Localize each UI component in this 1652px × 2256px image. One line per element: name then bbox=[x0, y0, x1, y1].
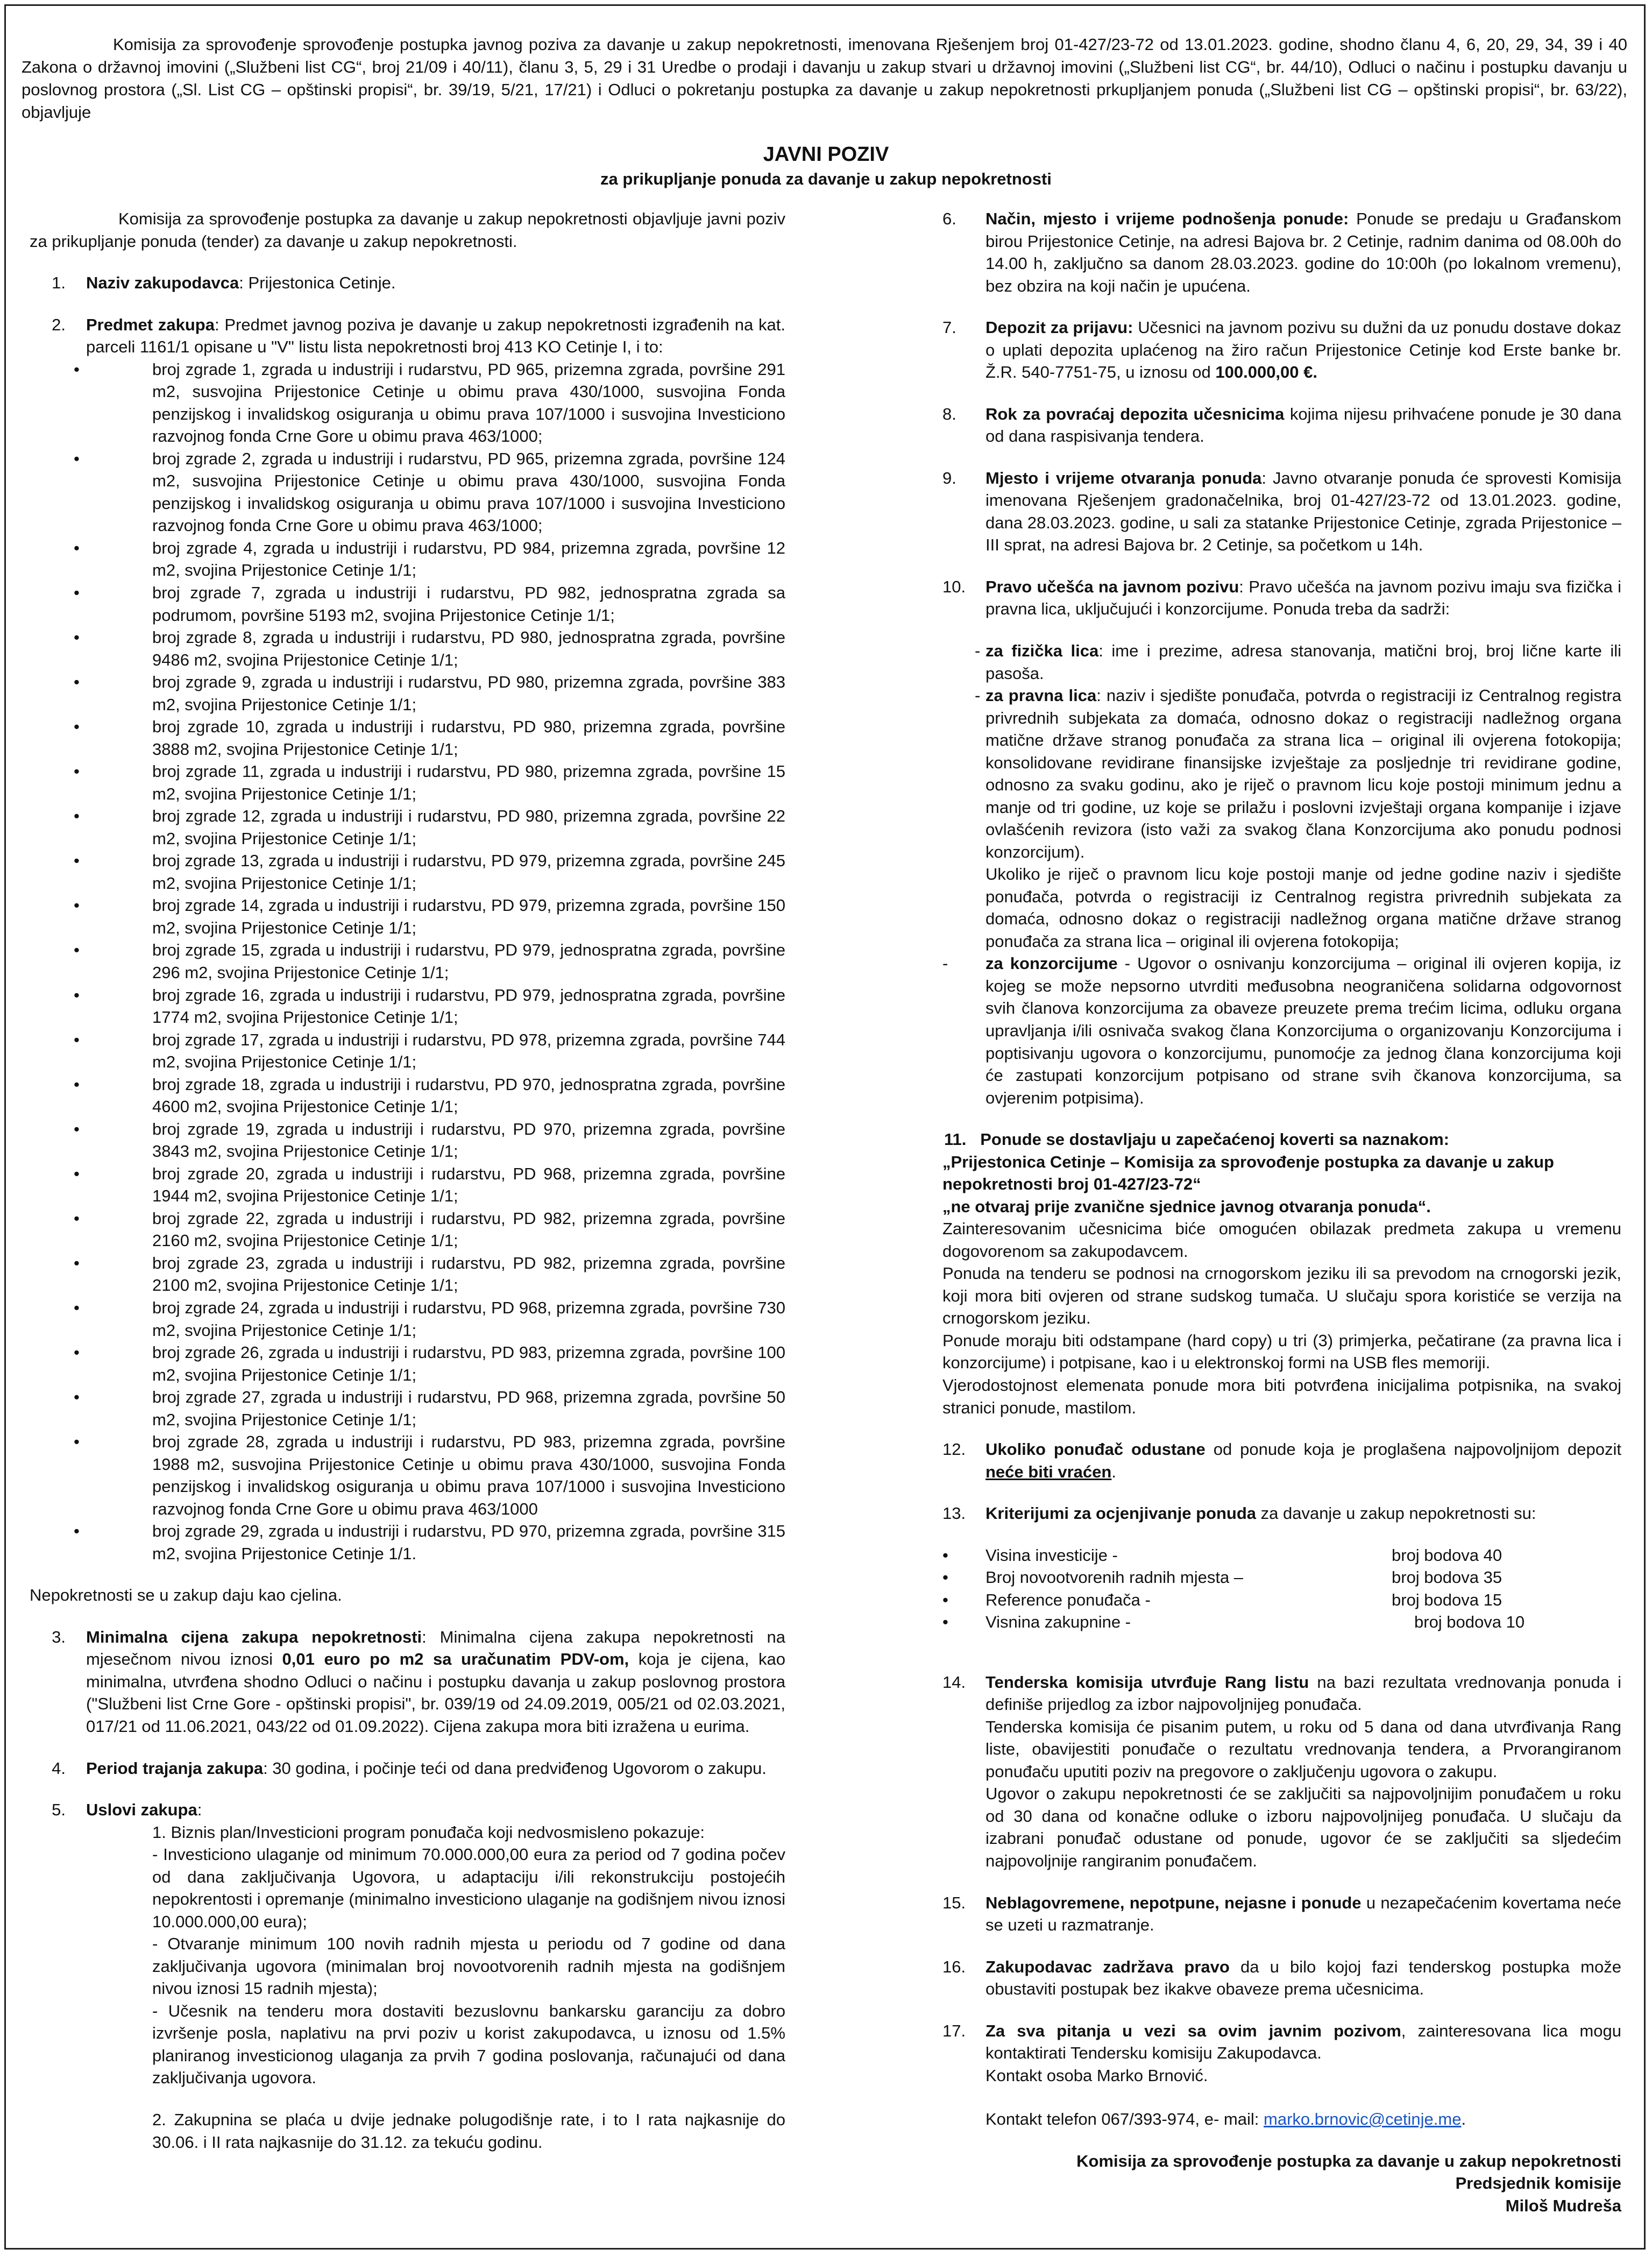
building-item bbox=[30, 582, 785, 626]
item-17: 17. Za sva pitanja u vezi sa ovim javnim pozivom, zainteresovana lica mogu kontaktirati Tendersku komisiju Zakupodavca. Kontakt osoba Marko Brnović. bbox=[942, 2021, 1621, 2085]
building-item bbox=[30, 448, 785, 537]
lease-conditions bbox=[30, 1821, 785, 2153]
building-text: broj zgrade 9, zgrada u industriji i rudarstvu, PD 980, prizemna zgrada, površine 383 m2, svojina Prijestonice Cetinje 1/1; bbox=[152, 673, 785, 714]
building-text: broj zgrade 17, zgrada u industriji i rudarstvu, PD 978, prizemna zgrada, površine 744 m2, svojina Prijestonice Cetinje 1/1; bbox=[152, 1030, 785, 1072]
building-item bbox=[30, 939, 785, 984]
criterion-item bbox=[942, 1566, 1621, 1589]
criterion-label: Reference ponuđača - bbox=[985, 1590, 1151, 1609]
item-14: 14. Tenderska komisija utvrđuje Rang listu na bazi rezultata vrednovanja ponuda i definiše prijedlog za izbor najpovoljnijeg ponuđača. Tenderska komisija će pisanim putem, u roku od 5 dana od dana utvrđivanja Rang liste, obavijestiti ponuđače o rezultatu vrednovanja tendera, a Prvorangiranom ponuđaču uputiti poziv na pregovore o zaključenju ugovora o zakupu. Ugovor o zakupu nepokretnosti će se zaključiti sa najpovoljnijim ponuđačem u roku od 30 dana od konačne odluke o izboru najpovoljnijeg ponuđača. U slučaju da izabrani ponuđač odustane od ponude, ugovor će se zaključiti sa sljedećim najpovoljnije rangiranim ponuđačem. bbox=[942, 1672, 1621, 1870]
bullet-icon: • bbox=[74, 1119, 80, 1138]
condition-line: - Otvaranje minimum 100 novih radnih mjesta u periodu od 7 godine od dana zaključivanja ugovora (minimalan broj novootvorenih radnih mjesta na godišnjem nivou iznosi 15 radnih mjesta); bbox=[152, 1934, 785, 1998]
building-text: broj zgrade 27, zgrada u industriji i rudarstvu, PD 968, prizemna zgrada, površine 50 m2, svojina Prijestonice Cetinje 1/1; bbox=[152, 1388, 785, 1429]
criterion-label: Visina investicije - bbox=[985, 1545, 1118, 1565]
building-item bbox=[30, 1073, 785, 1118]
building-item bbox=[30, 1029, 785, 1073]
physical-persons: - za fizička lica: ime i prezime, adresa stanovanja, matični broj, broj lične karte ili pasoša. bbox=[975, 641, 1621, 683]
contact-line: Kontakt telefon 067/393-974, e- mail: marko.brnovic@cetinje.me. bbox=[985, 2110, 1466, 2129]
building-item bbox=[30, 760, 785, 805]
bullet-icon: • bbox=[74, 1522, 80, 1541]
legal-persons: - za pravna lica: naziv i sjedište ponuđača, potvrda o registraciji iz Centralnog registra privrednih subjekata za domaća, odnosno dokaz o registraciji nadležnog organa matične države stranog ponuđača za strana lica – original ili ovjerena fotokopija; konsolidovane revidirane finansijske izvještaje za posljednje tri revidirane godine, odnosno za svaku godinu, ako je riječ o pravnom licu koje postoji minimum jednu a manje od tri godine, uz koje se prilažu i poslovni izvještaji organa kompanije i izjave ovlašćenih revizora (isto važi za svakog člana Konzorcijuma ako ponudu podnosi konzorcijum). Ukoliko je riječ o pravnom licu koje postoji manje od jedne godine naziv i sjedište ponuđača, potvrda o registraciji iz Centralnog registra privrednih subjekata za domaća, odnosno dokaz o registraciji nadležnog organa matične države stranog ponuđača za strana lica – original ili ovjerena fotokopija; bbox=[975, 686, 1621, 951]
bullet-icon: • bbox=[942, 1568, 948, 1587]
criterion-points: broj bodova 35 bbox=[1392, 1568, 1502, 1587]
bullet-icon: • bbox=[74, 1164, 80, 1183]
building-text: broj zgrade 12, zgrada u industriji i rudarstvu, PD 980, prizemna zgrada, površine 22 m2, svojina Prijestonice Cetinje 1/1; bbox=[152, 807, 785, 848]
building-text: broj zgrade 16, zgrada u industriji i rudarstvu, PD 979, jednospratna zgrada, površine 1774 m2, svojina Prijestonice Cetinje 1/1; bbox=[152, 985, 785, 1027]
item-1: 1. Naziv zakupodavca: Prijestonica Cetinje. bbox=[52, 273, 396, 293]
item-9: 9. Mjesto i vrijeme otvaranja ponuda: Javno otvaranje ponuda će sprovesti Komisija imenovana Rješenjem gradonačelnika, broj 01-427/23-72 od 13.01.2023. godine, dana 28.03.2023. godine, u sali za statanke Prijestonice Cetinje, zgrada Prijestonice – III sprat, na adresi Bajova br. 2 Cetinje, sa početkom u 14h. bbox=[942, 468, 1621, 555]
building-item bbox=[30, 671, 785, 716]
item-4: 4. Period trajanja zakupa: 30 godina, i počinje teći od dana predviđenog Ugovorom o zakupu. bbox=[52, 1758, 767, 1778]
bullet-icon: • bbox=[74, 449, 80, 468]
item-13: 13. Kriterijumi za ocjenjivanje ponuda za davanje u zakup nepokretnosti su: bbox=[942, 1504, 1536, 1523]
bullet-icon: • bbox=[74, 538, 80, 557]
criterion-points: broj bodova 15 bbox=[1392, 1590, 1502, 1609]
bullet-icon: • bbox=[74, 940, 80, 960]
building-text: broj zgrade 24, zgrada u industriji i rudarstvu, PD 968, prizemna zgrada, površine 730 m2, svojina Prijestonice Cetinje 1/1; bbox=[152, 1298, 785, 1340]
email-link[interactable]: marko.brnovic@cetinje.me bbox=[1264, 2110, 1462, 2129]
bullet-icon: • bbox=[74, 1074, 80, 1094]
bullet-icon: • bbox=[74, 851, 80, 871]
building-text: broj zgrade 1, zgrada u industriji i rudarstvu, PD 965, prizemna zgrada, površine 291 m2, susvojina Prijestonice Cetinje u obimu prava 430/1000, susvojina Fonda penzijskog i invalidskog osiguranja u obimu prava 107/1000 i susvojina Investiciono razvojnog fonda Crne Gore u obimu prava 463/1000; bbox=[152, 359, 785, 446]
item-2: 2. Predmet zakupa: Predmet javnog poziva je davanje u zakup nepokretnosti izgrađenih na kat. parceli 1161/1 opisane u "V" listu lista nepokretnosti broj 413 KO Cetinje I, i to: bbox=[52, 315, 785, 357]
building-text: broj zgrade 20, zgrada u industriji i rudarstvu, PD 968, prizemna zgrada, površine 1944 m2, svojina Prijestonice Cetinje 1/1; bbox=[152, 1164, 785, 1206]
building-item bbox=[30, 1431, 785, 1520]
page-title: JAVNI POZIV bbox=[763, 143, 889, 166]
item-5: 5. Uslovi zakupa: bbox=[52, 1800, 202, 1820]
bullet-icon: • bbox=[74, 359, 80, 379]
bullet-icon: • bbox=[74, 807, 80, 826]
criterion-points: broj bodova 40 bbox=[1392, 1545, 1502, 1565]
bullet-icon: • bbox=[942, 1590, 948, 1609]
item-16: 16. Zakupodavac zadržava pravo da u bilo kojoj fazi tenderskog postupka može obustaviti postupak bez ikakve obaveze prema učesnicima. bbox=[942, 1957, 1621, 1999]
building-text: broj zgrade 29, zgrada u industriji i rudarstvu, PD 970, prizemna zgrada, površine 315 m2, svojina Prijestonice Cetinje 1/1. bbox=[152, 1522, 785, 1563]
building-item bbox=[30, 894, 785, 939]
criterion-points: broj bodova 10 bbox=[1414, 1613, 1525, 1632]
building-item bbox=[30, 1520, 785, 1565]
building-text: broj zgrade 4, zgrada u industriji i rudarstvu, PD 984, prizemna zgrada, površine 12 m2, svojina Prijestonice Cetinje 1/1; bbox=[152, 538, 785, 580]
criterion-label: Broj novootvorenih radnih mjesta – bbox=[985, 1568, 1244, 1587]
item-3: 3. Minimalna cijena zakupa nepokretnosti: Minimalna cijena zakupa nepokretnosti na mjesečnom nivou iznosi 0,01 euro po m2 sa uračunatim PDV-om, koja je cijena, kao minimalna, utvrđena shodno Odluci o načinu i postupku davanja u zakup poslovnog prostora ("Službeni list Crne Gore - opštinski propisi", br. 039/19 od 24.09.2019, 005/21 od 02.03.2021, 017/21 od 11.06.2021, 043/22 od 01.09.2022). Cijena zakupa mora biti izražena u eurima. bbox=[52, 1627, 785, 1736]
bullet-icon: • bbox=[74, 583, 80, 602]
building-item bbox=[30, 1297, 785, 1341]
building-text: broj zgrade 8, zgrada u industriji i rudarstvu, PD 980, jednospratna zgrada, površine 9486 m2, svojina Prijestonice Cetinje 1/1; bbox=[152, 628, 785, 669]
bullet-icon: • bbox=[74, 1298, 80, 1317]
page-subtitle: za prikupljanje ponuda za davanje u zakup nepokretnosti bbox=[600, 169, 1052, 188]
building-text: broj zgrade 10, zgrada u industriji i rudarstvu, PD 980, prizemna zgrada, površine 3888 m2, svojina Prijestonice Cetinje 1/1; bbox=[152, 717, 785, 759]
bullet-icon: • bbox=[74, 717, 80, 737]
criteria-list bbox=[942, 1544, 1621, 1633]
right-column bbox=[942, 208, 1621, 2217]
building-text: broj zgrade 15, zgrada u industriji i rudarstvu, PD 979, jednospratna zgrada, površine 296 m2, svojina Prijestonice Cetinje 1/1; bbox=[152, 940, 785, 982]
building-list bbox=[30, 358, 785, 1565]
bullet-icon: • bbox=[74, 985, 80, 1005]
condition-line: - Učesnik na tenderu mora dostaviti bezuslovnu bankarsku garanciju za dobro izvršenje posla, naplativu na prvi poziv u korist zakupodavca, u iznosu od 1.5% planiranog investicionog ulaganja za prvih 7 godina poslovanja, računajući od dana zaključivanja ugovora. bbox=[152, 2001, 785, 2088]
building-item bbox=[30, 1341, 785, 1386]
criterion-item bbox=[942, 1544, 1621, 1567]
building-text: broj zgrade 11, zgrada u industriji i rudarstvu, PD 980, prizemna zgrada, površine 15 m2, svojina Prijestonice Cetinje 1/1; bbox=[152, 762, 785, 803]
bullet-icon: • bbox=[74, 1388, 80, 1407]
whole-lease-note: Nepokretnosti se u zakup daju kao cjelina. bbox=[30, 1586, 342, 1605]
building-text: broj zgrade 18, zgrada u industriji i rudarstvu, PD 970, jednospratna zgrada, površine 4600 m2, svojina Prijestonice Cetinje 1/1; bbox=[152, 1074, 785, 1116]
condition-line: - Investiciono ulaganje od minimum 70.000.000,00 eura za period od 7 godina počev od dana zaključivanja Ugovora, u adaptaciju i/ili rekonstrukciju postojećih nepokrentosti i opremanje (minimalno investiciono ulaganje na godišnjem nivou iznosi 10.000.000,00 eura); bbox=[152, 1845, 785, 1931]
building-text: broj zgrade 13, zgrada u industriji i rudarstvu, PD 979, prizemna zgrada, površine 245 m2, svojina Prijestonice Cetinje 1/1; bbox=[152, 851, 785, 893]
building-item bbox=[30, 716, 785, 760]
item-6: 6. Način, mjesto i vrijeme podnošenja ponude: Ponude se predaju u Građanskom birou Prijestonice Cetinje, na adresi Bajova br. 2 Cetinje, radnim danima od 08.00h do 14.00 h, zaključno sa danom 28.03.2023. godine do 10:00h (po lokalnom vremenu), bez obzira na koji način je upućena. bbox=[942, 209, 1621, 295]
bullet-icon: • bbox=[74, 1253, 80, 1272]
consortiums: - za konzorcijume - Ugovor o osnivanju konzorcijuma – original ili ovjeren kopija, iz kojeg se može nepsorno utvrditi međusobna neograničena solidarna odgovornost svih članova konzorcijuma za obaveze preuzete prema trećim licima, odluku organa upravljanja i/ili osnivača svakog člana Konzorcijuma o organizovanju Konzorcijuma i poptisivanju ugovora o konzorcijumu, punomoćje za jednog člana konzorcijuma koji će zastupati konzorcijum potpisano od strane svih čkanova konzorcijuma, sa ovjerenim potpisima). bbox=[942, 954, 1621, 1107]
building-text: broj zgrade 2, zgrada u industriji i rudarstvu, PD 965, prizemna zgrada, površine 124 m2, susvojina Prijestonice Cetinje u obimu prava 430/1000, susvojina Fonda penzijskog i invalidskog osiguranja u obimu prava 107/1000 i susvojina Investiciono razvojnog fonda Crne Gore u obimu prava 463/1000; bbox=[152, 449, 785, 535]
opening-paragraph: Komisija za sprovođenje postupka za davanje u zakup nepokretnosti objavljuje javni poziv za prikupljanje ponuda (tender) za davanje u zakup nepokretnosti. bbox=[30, 209, 785, 251]
building-item bbox=[30, 1207, 785, 1252]
item-10: 10. Pravo učešća na javnom pozivu: Pravo učešća na javnom pozivu imaju sva fizička i pravna lica, uključujući i konzorcijume. Ponuda treba da sadrži: bbox=[942, 577, 1621, 619]
building-text: broj zgrade 26, zgrada u industriji i rudarstvu, PD 983, prizemna zgrada, površine 100 m2, svojina Prijestonice Cetinje 1/1; bbox=[152, 1343, 785, 1384]
bullet-icon: • bbox=[74, 1030, 80, 1049]
bullet-icon: • bbox=[74, 1343, 80, 1362]
building-item bbox=[30, 537, 785, 582]
item-15: 15. Neblagovremene, nepotpune, nejasne i ponude u nezapečaćenim kovertama neće se uzeti u razmatranje. bbox=[942, 1893, 1621, 1935]
criterion-label: Visnina zakupnine - bbox=[985, 1613, 1131, 1632]
bullet-icon: • bbox=[74, 1208, 80, 1228]
criterion-item bbox=[942, 1589, 1621, 1611]
building-text: broj zgrade 28, zgrada u industriji i rudarstvu, PD 983, prizemna zgrada, površine 1988 m2, susvojina Prijestonice Cetinje u obimu prava 430/1000, susvojina Fonda penzijskog i invalidskog osiguranja u obimu prava 107/1000 i susvojina Investiciono razvojnog fonda Crne Gore u obimu prava 463/1000 bbox=[152, 1432, 785, 1518]
building-text: broj zgrade 14, zgrada u industriji i rudarstvu, PD 979, prizemna zgrada, površine 150 m2, svojina Prijestonice Cetinje 1/1; bbox=[152, 896, 785, 937]
building-item bbox=[30, 1386, 785, 1431]
building-text: broj zgrade 19, zgrada u industriji i rudarstvu, PD 970, prizemna zgrada, površine 3843 m2, svojina Prijestonice Cetinje 1/1; bbox=[152, 1119, 785, 1161]
building-item bbox=[30, 984, 785, 1029]
bullet-icon: • bbox=[942, 1613, 948, 1632]
building-item bbox=[30, 1163, 785, 1207]
building-item bbox=[30, 626, 785, 671]
intro-paragraph: Komisija za sprovođenje sprovođenje postupka javnog poziva za davanje u zakup nepokretnosti, imenovana Rješenjem broj 01-427/23-72 od 13.01.2023. godine, shodno članu 4, 6, 20, 29, 34, 39 i 40 Zakona o državnoj imovini („Službeni list CG“, broj 21/09 i 40/11), članu 3, 5, 29 i 31 Uredbe o prodaji i davanju u zakup stvari u državnoj imovini („Službeni list CG“, br. 44/10), Odluci o načinu i postupku davanju u poslovnog prostora („Sl. List CG – opštinski propisi“, br. 39/19, 5/21, 17/21) i Odluci o pokretanju postupka za davanje u zakup nepokretnosti prkupljanjem ponuda („Službeni list CG – opštinski propisi“, br. 63/22), objavljuje bbox=[22, 35, 1627, 122]
bullet-icon: • bbox=[942, 1545, 948, 1565]
building-item bbox=[30, 805, 785, 850]
signature-block: Komisija za sprovođenje postupka za davanje u zakup nepokretnosti Predsjednik komisije Miloš Mudreša bbox=[1076, 2151, 1621, 2215]
left-column bbox=[30, 208, 785, 2153]
building-text: broj zgrade 22, zgrada u industriji i rudarstvu, PD 982, prizemna zgrada, površine 2160 m2, svojina Prijestonice Cetinje 1/1; bbox=[152, 1208, 785, 1250]
item-8: 8. Rok za povraćaj depozita učesnicima kojima nijesu prihvaćene ponude je 30 dana od dana raspisivanja tendera. bbox=[942, 404, 1622, 446]
criterion-item bbox=[942, 1611, 1621, 1633]
building-item bbox=[30, 1252, 785, 1297]
item-7: 7. Depozit za prijavu: Učesnici na javnom pozivu su dužni da uz ponudu dostave dokaz o uplati depozita uplaćenog na žiro račun Prijestonice Cetinje kod Erste banke br. Ž.R. 540-7751-75, u iznosu od 100.000,00 €. bbox=[942, 318, 1621, 382]
bullet-icon: • bbox=[74, 896, 80, 915]
bullet-icon: • bbox=[74, 762, 80, 781]
building-item bbox=[30, 1118, 785, 1163]
building-text: broj zgrade 7, zgrada u industriji i rudarstvu, PD 982, jednospratna zgrada sa podrumom, površine 5193 m2, svojina Prijestonice Cetinje 1/1; bbox=[152, 583, 785, 625]
building-text: broj zgrade 23, zgrada u industriji i rudarstvu, PD 982, prizemna zgrada, površine 2100 m2, svojina Prijestonice Cetinje 1/1; bbox=[152, 1253, 785, 1295]
payment-terms: 2. Zakupnina se plaća u dvije jednake polugodišnje rate, i to I rata najkasnije do 30.06. i II rata najkasnije do 31.12. za tekuću godinu. bbox=[152, 2110, 785, 2152]
item-12: 12. Ukoliko ponuđač odustane od ponude koja je proglašena najpovoljnijom depozit neće biti vraćen. bbox=[942, 1440, 1621, 1481]
bullet-icon: • bbox=[74, 628, 80, 647]
bullet-icon: • bbox=[74, 673, 80, 692]
building-item bbox=[30, 358, 785, 448]
bullet-icon: • bbox=[74, 1432, 80, 1452]
item-11: 11. Ponude se dostavljaju u zapečaćenoj koverti sa naznakom: „Prijestonica Cetinje – Komisija za sprovođenje postupka za davanje u zakup nepokretnosti broj 01-427/23-72“ „ne otvaraj prije zvanične sjednice javnog otvaranja ponuda“. Zainteresovanim učesnicima biće omogućen obilazak predmeta zakupa u vremenu dogovorenom sa zakupodavcem. Ponuda na tenderu se podnosi na crnogorskom jeziku ili sa prevodom na crnogorski jezik, koji mora biti ovjeren od strane sudskog tumača. U slučaju spora koristiće se verzija na crnogorskom jeziku. Ponude moraju biti odstampane (hard copy) u tri (3) primjerka, pečatirane (za pravna lica i konzorcijume) i potpisane, kao i u elektronskoj formi na USB fles memoriji. Vjerodostojnost elemenata ponude mora biti potvrđena inicijalima potpisnika, na svakoj stranici ponude, mastilom. bbox=[942, 1130, 1621, 1417]
building-item bbox=[30, 850, 785, 894]
condition-line: 1. Biznis plan/Investicioni program ponuđača koji nedvosmisleno pokazuje: bbox=[152, 1822, 705, 1842]
